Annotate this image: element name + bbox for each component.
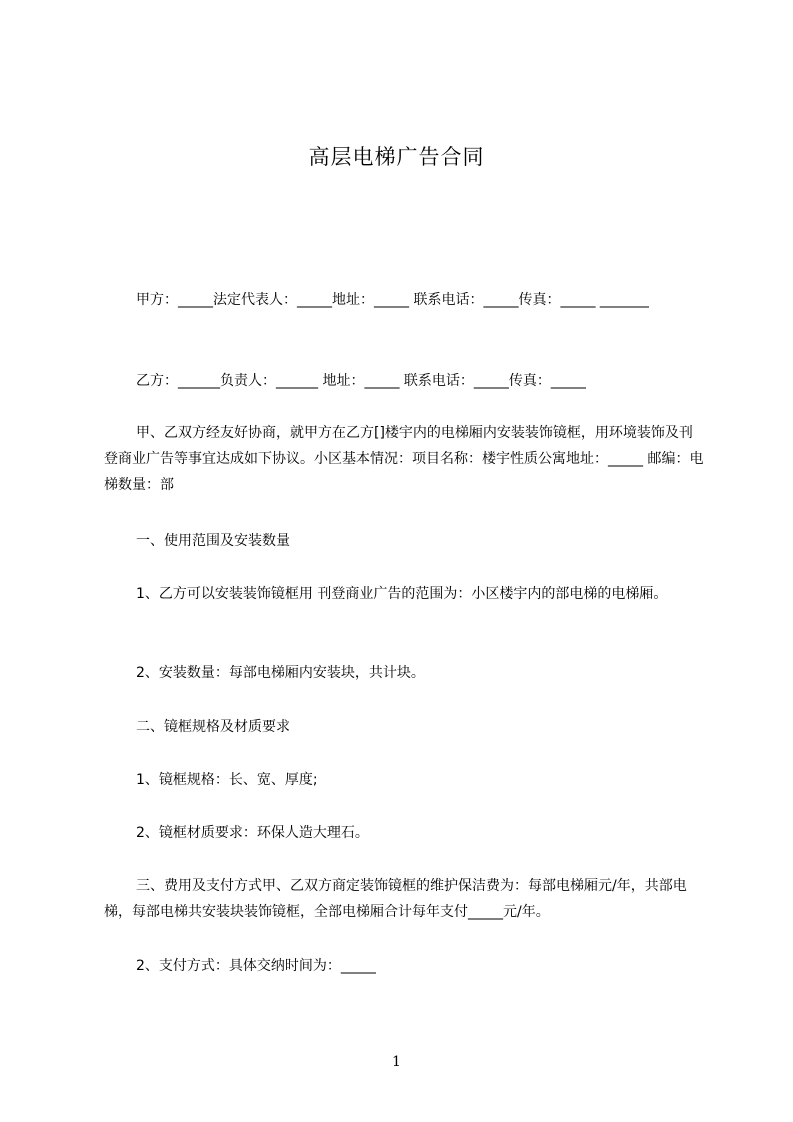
contract-title: 高层电梯广告合同 xyxy=(308,145,485,169)
page-number: 1 xyxy=(392,1054,401,1070)
party-a-info: 甲方：_____法定代表人：_____地址：_____ 联系电话：_____传真：_____ _______ xyxy=(136,292,649,308)
section-3-paragraph: 三、费用及支付方式甲、乙双方商定装饰镜框的维护保洁费为：每部电梯厢元/年，共部电梯，每部电梯共安装块装饰镜框，全部电梯厢合计每年支付_____元/年。 xyxy=(104,878,687,920)
section-2-heading: 二、镜框规格及材质要求 xyxy=(136,719,290,735)
clause-3-2: 2、支付方式：具体交纳时间为：_____ xyxy=(136,958,376,974)
clause-2-2: 2、镜框材质要求：环保人造大理石。 xyxy=(136,825,369,841)
preamble-paragraph: 甲、乙双方经友好协商，就甲方在乙方[]楼宇内的电梯厢内安装装饰镜框，用环境装饰及刊登商业广告等事宜达成如下协议。小区基本情况：项目名称：楼宇性质公寓地址：_____ 邮编：电梯数量：部 xyxy=(104,425,704,493)
clause-1-2: 2、安装数量：每部电梯厢内安装块，共计块。 xyxy=(136,665,425,681)
clause-2-1: 1、镜框规格：长、宽、厚度; xyxy=(136,772,318,788)
party-b-info: 乙方：______负责人：______ 地址：_____ 联系电话：_____传真：_____ xyxy=(136,373,586,389)
clause-1-1: 1、乙方可以安装装饰镜框用 刊登商业广告的范围为：小区楼宇内的部电梯的电梯厢。 xyxy=(136,586,668,602)
section-1-heading: 一、使用范围及安装数量 xyxy=(136,533,290,549)
